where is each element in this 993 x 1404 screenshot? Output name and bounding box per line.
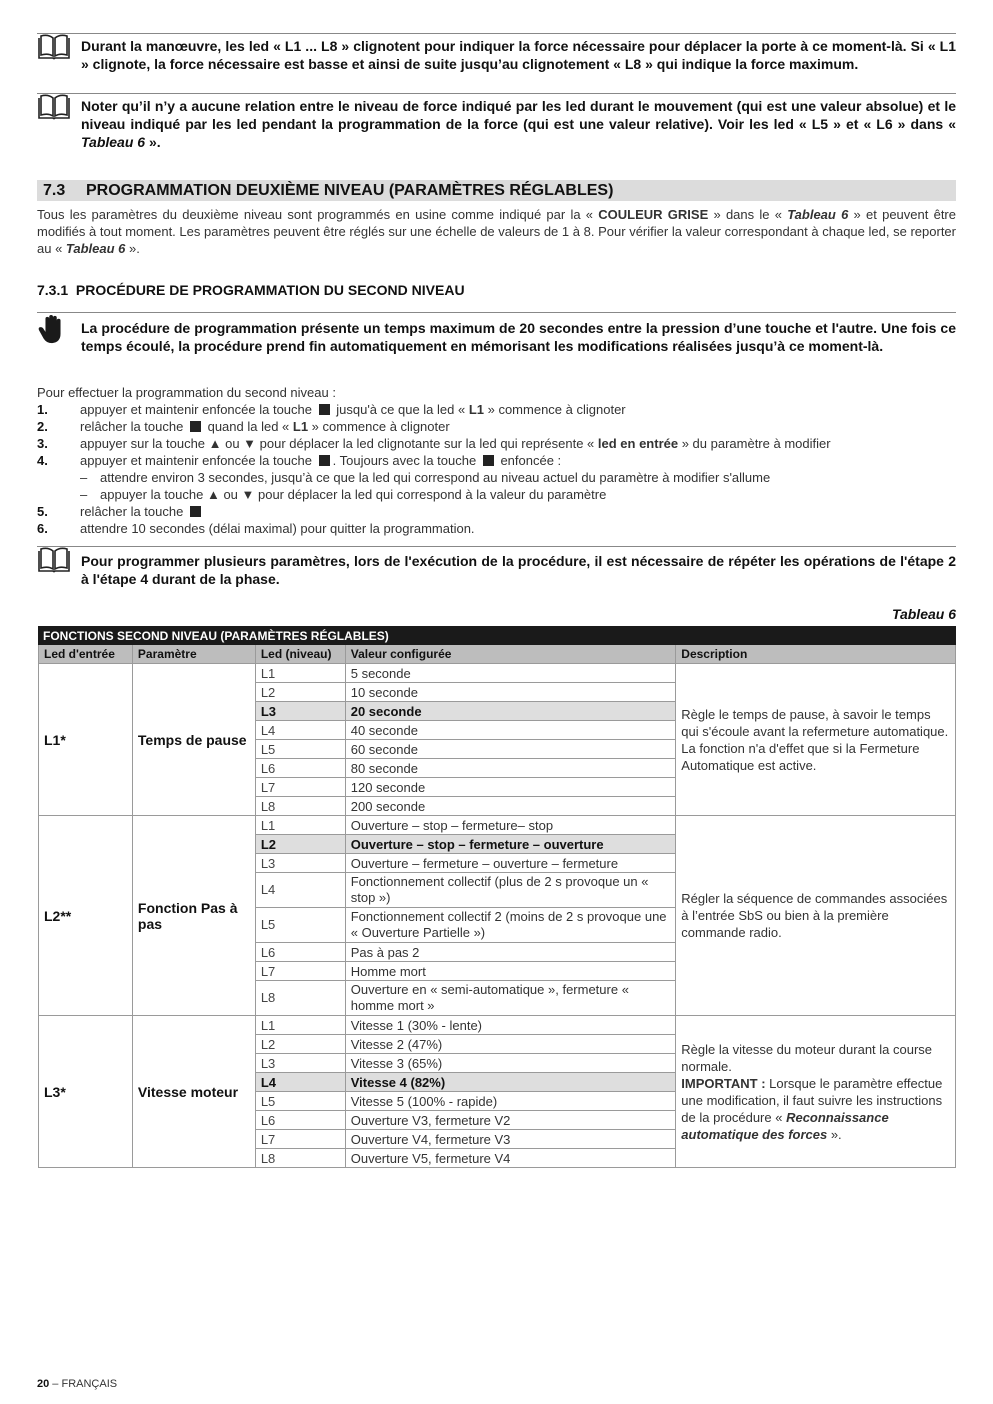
led-level-cell: L7 [255, 778, 345, 797]
note-text: Noter qu’il n’y a aucune relation entre le niveau de force indiqué par les led durant le mouvement (qui est une valeur absolue) et le niveau indiqué par les led pendant la programmation de la force (qui est une valeur relative). Voir les led « L5 » et « L6 » dans « Tableau 6 ». [81, 98, 956, 150]
table-reference: Tableau 6 [81, 134, 146, 150]
led-level-cell: L3 [255, 702, 345, 721]
led-level-cell: L6 [255, 1111, 345, 1130]
table-row [39, 1016, 956, 1035]
step-4-substep: – attendre environ 3 secondes, jusqu’à ce que la led qui correspond au niveau actuel du paramètre à modifier s'allume [80, 470, 771, 485]
note-text: Durant la manœuvre, les led « L1 ... L8 » clignotent pour indiquer la force nécessaire pour déplacer la porte à ce moment-là. Si « L1 » clignote, la force nécessaire est basse et ainsi de suite jusqu’au clignotement « L8 » qui indique la force maximum. [81, 38, 956, 72]
value-cell: 200 seconde [345, 797, 676, 816]
book-icon [37, 547, 71, 573]
value-cell: 20 seconde [345, 702, 676, 721]
value-cell: Ouverture V4, fermeture V3 [345, 1130, 676, 1149]
page-number: 20 [37, 1378, 50, 1390]
led-level-cell: L5 [255, 740, 345, 759]
value-cell: 10 seconde [345, 683, 676, 702]
step-1: 1. appuyer et maintenir enfoncée la touche jusqu'à ce que la led « L1 » commence à clignoter [37, 402, 626, 417]
warning-text: La procédure de programmation présente un temps maximum de 20 secondes entre la pression d’une touche et l'autre. Une fois ce temps écoulé, la procédure prend fin automatiquement en mémorisant les modifications réalisées jusqu’à ce moment-là. [81, 320, 956, 354]
led-level-cell: L8 [255, 981, 345, 1016]
value-cell: 80 seconde [345, 759, 676, 778]
column-header: Led d'entrée [39, 645, 133, 664]
warning-timeout [37, 312, 956, 355]
entry-led-cell: L2** [39, 816, 133, 1016]
square-button-icon [483, 455, 494, 466]
step-6: 6. attendre 10 secondes (délai maximal) pour quitter la programmation. [37, 521, 475, 536]
led-level-cell: L3 [255, 854, 345, 873]
table-row [39, 664, 956, 683]
column-header: Description [676, 645, 956, 664]
description-cell: Régler la séquence de commandes associées à l’entrée SbS ou bien à la première commande radio. [676, 816, 956, 1016]
section-title: PROGRAMMATION DEUXIÈME NIVEAU (PARAMÈTRES RÉGLABLES) [86, 182, 614, 199]
section-number: 7.3 [43, 182, 66, 199]
step-3: 3. appuyer sur la touche ▲ ou ▼ pour déplacer la led clignotante sur la led qui représente « led en entrée » du paramètre à modifier [37, 436, 831, 451]
procedure-steps [37, 384, 956, 537]
led-level-cell: L6 [255, 759, 345, 778]
procedure-lead: Pour effectuer la programmation du second niveau : [37, 385, 336, 400]
value-cell: Ouverture – fermeture – ouverture – fermeture [345, 854, 676, 873]
value-cell: Vitesse 1 (30% - lente) [345, 1016, 676, 1035]
parameter-cell: Vitesse moteur [132, 1016, 255, 1168]
value-cell: Vitesse 5 (100% - rapide) [345, 1092, 676, 1111]
value-cell: Ouverture V3, fermeture V2 [345, 1111, 676, 1130]
value-cell: 40 seconde [345, 721, 676, 740]
book-icon [37, 94, 71, 120]
note-multiple-params [37, 546, 956, 588]
hand-stop-icon [37, 313, 69, 347]
description-cell: Règle le temps de pause, à savoir le temps qui s'écoule avant la refermeture automatique. La fonction n'a d'effet que si la Fermeture Automatique est active. [676, 664, 956, 816]
square-button-icon [319, 404, 330, 415]
note-force-relation [37, 93, 956, 151]
table-title: FONCTIONS SECOND NIVEAU (PARAMÈTRES RÉGLABLES) [39, 627, 956, 645]
led-level-cell: L8 [255, 1149, 345, 1168]
value-cell: Vitesse 4 (82%) [345, 1073, 676, 1092]
footer-language: – FRANÇAIS [49, 1378, 118, 1390]
led-level-cell: L2 [255, 835, 345, 854]
led-level-cell: L3 [255, 1054, 345, 1073]
square-button-icon [190, 506, 201, 517]
section-heading [37, 180, 956, 201]
value-cell: Ouverture en « semi-automatique », fermeture « homme mort » [345, 981, 676, 1016]
square-button-icon [319, 455, 330, 466]
led-level-cell: L6 [255, 943, 345, 962]
value-cell: Vitesse 2 (47%) [345, 1035, 676, 1054]
led-level-cell: L1 [255, 664, 345, 683]
step-2: 2. relâcher la touche quand la led « L1 » commence à clignoter [37, 419, 450, 434]
led-level-cell: L4 [255, 873, 345, 908]
column-header: Paramètre [132, 645, 255, 664]
value-cell: Fonctionnement collectif 2 (moins de 2 s provoque une « Ouverture Partielle ») [345, 908, 676, 943]
parameter-cell: Fonction Pas à pas [132, 816, 255, 1016]
led-level-cell: L2 [255, 683, 345, 702]
value-cell: Ouverture V5, fermeture V4 [345, 1149, 676, 1168]
step-4-substep: – appuyer la touche ▲ ou ▼ pour déplacer la led qui correspond à la valeur du paramètre [80, 487, 607, 502]
table-caption: Tableau 6 [891, 606, 956, 622]
note-text: Pour programmer plusieurs paramètres, lors de l'exécution de la procédure, il est nécessaire de répéter les opérations de l'étape 2 à l'étape 4 durant de la phase. [81, 553, 956, 587]
led-level-cell: L5 [255, 1092, 345, 1111]
intro-paragraph: Tous les paramètres du deuxième niveau sont programmés en usine comme indiqué par la « COULEUR GRISE » dans le « Tableau 6 » et peuvent être modifiés à tout moment. Les paramètres peuvent être réglés sur une échelle de valeurs de 1 à 8. Pour vérifier la valeur correspondant à chaque led, se reporter au « Tableau 6 ». [37, 207, 956, 256]
value-cell: Fonctionnement collectif (plus de 2 s provoque un « stop ») [345, 873, 676, 908]
parameter-cell: Temps de pause [132, 664, 255, 816]
value-cell: Ouverture – stop – fermeture – ouverture [345, 835, 676, 854]
page-footer [37, 1378, 117, 1390]
value-cell: 120 seconde [345, 778, 676, 797]
led-level-cell: L8 [255, 797, 345, 816]
value-cell: Vitesse 3 (65%) [345, 1054, 676, 1073]
led-level-cell: L7 [255, 962, 345, 981]
led-level-cell: L7 [255, 1130, 345, 1149]
entry-led-cell: L3* [39, 1016, 133, 1168]
value-cell: Pas à pas 2 [345, 943, 676, 962]
column-header: Valeur configurée [345, 645, 676, 664]
subsection-heading: 7.3.1 PROCÉDURE DE PROGRAMMATION DU SECOND NIVEAU [37, 282, 465, 298]
entry-led-cell: L1* [39, 664, 133, 816]
led-level-cell: L4 [255, 1073, 345, 1092]
led-level-cell: L1 [255, 816, 345, 835]
table-row [39, 816, 956, 835]
step-4: 4. appuyer et maintenir enfoncée la touche . Toujours avec la touche enfoncée : [37, 453, 562, 468]
note-force-leds [37, 33, 956, 73]
column-header: Led (niveau) [255, 645, 345, 664]
value-cell: 60 seconde [345, 740, 676, 759]
step-5: 5. relâcher la touche [37, 503, 956, 520]
parameters-table [38, 626, 956, 1168]
square-button-icon [190, 421, 201, 432]
description-cell: Règle la vitesse du moteur durant la course normale. IMPORTANT : Lorsque le paramètre effectue une modification, il faut suivre les instructions de la procédure « Reconnaissance automatique des forces ». [676, 1016, 956, 1168]
book-icon [37, 34, 71, 60]
value-cell: Ouverture – stop – fermeture– stop [345, 816, 676, 835]
led-level-cell: L5 [255, 908, 345, 943]
value-cell: 5 seconde [345, 664, 676, 683]
value-cell: Homme mort [345, 962, 676, 981]
led-level-cell: L2 [255, 1035, 345, 1054]
led-level-cell: L4 [255, 721, 345, 740]
led-level-cell: L1 [255, 1016, 345, 1035]
